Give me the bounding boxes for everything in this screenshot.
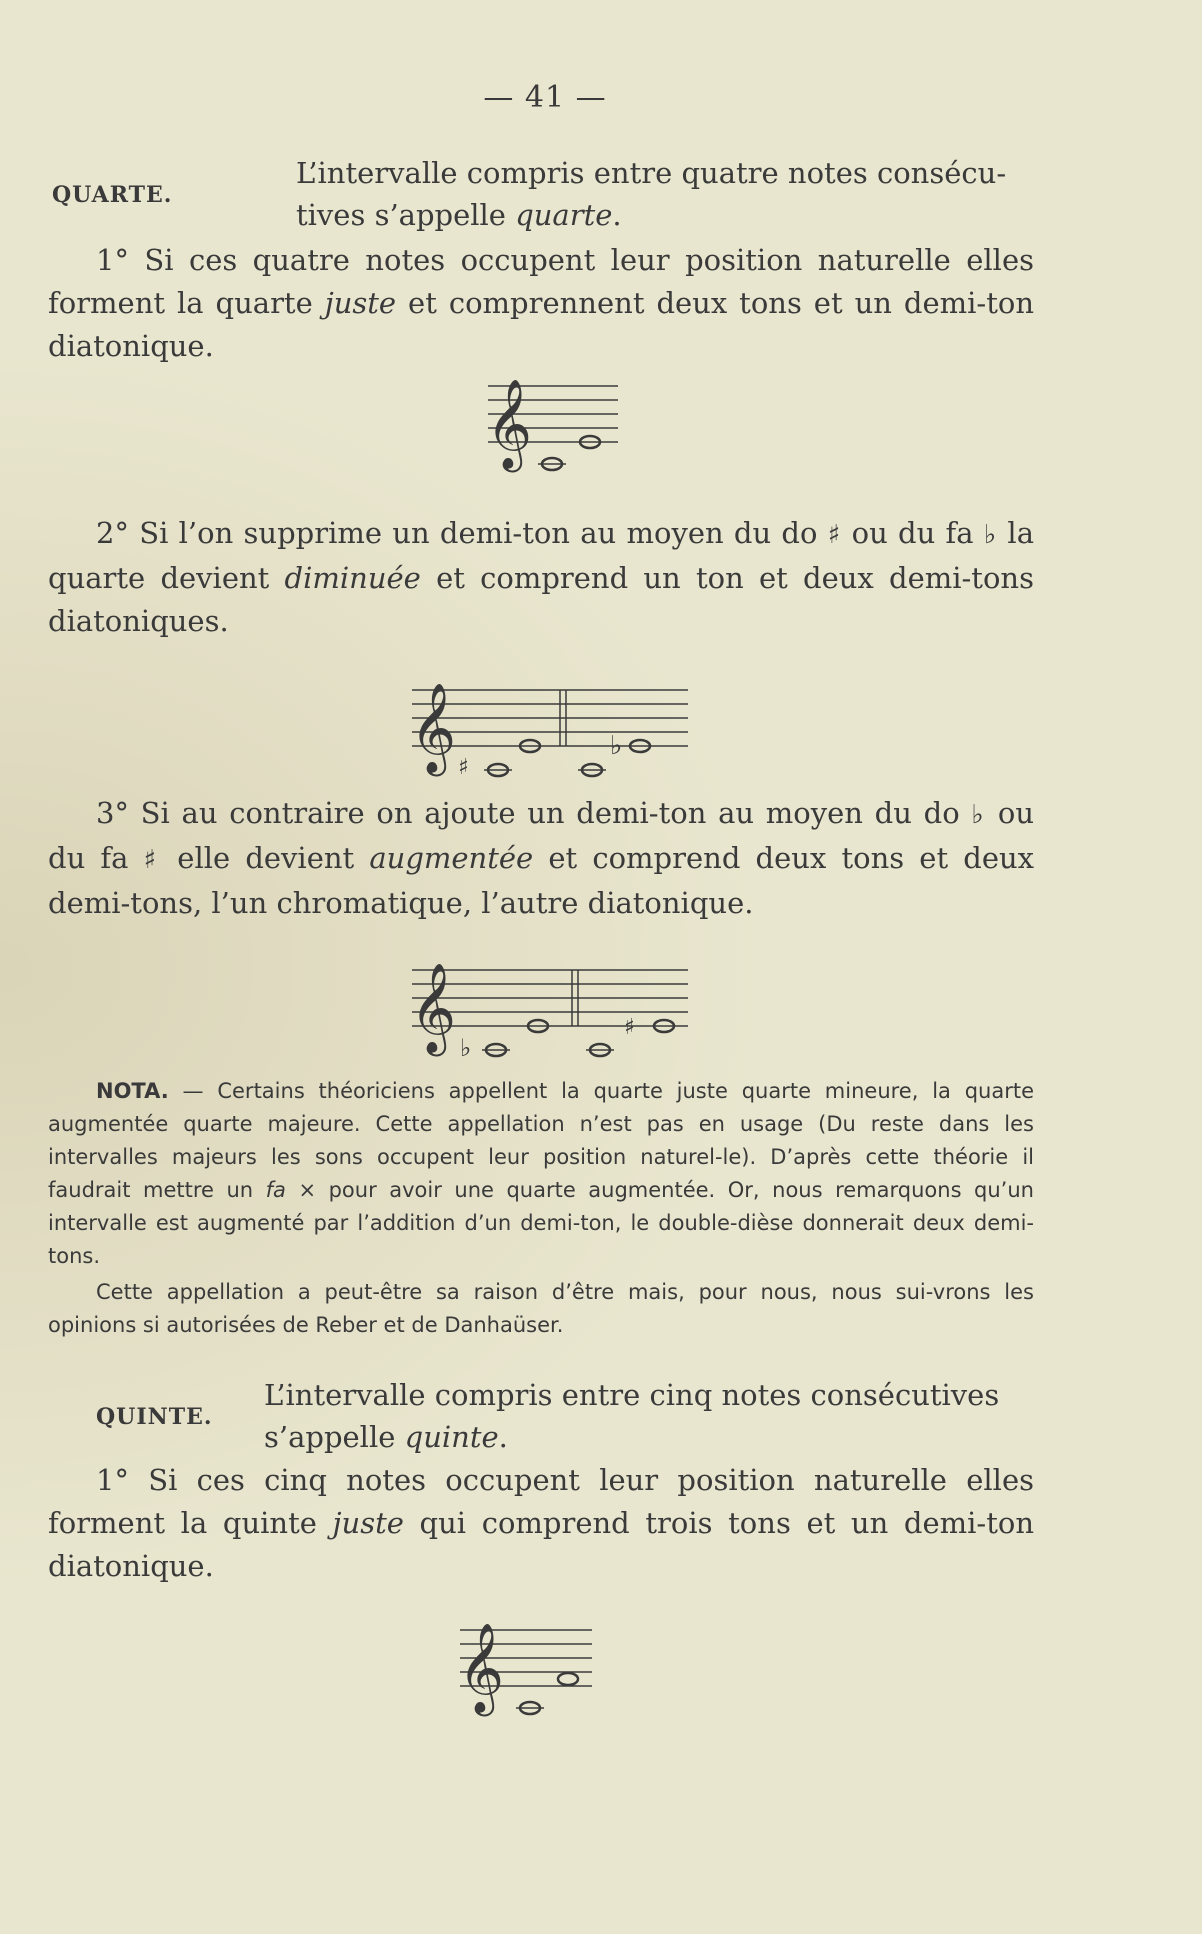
treble-clef-icon: 𝄞 <box>410 683 457 773</box>
flat-icon: ♭ <box>971 800 987 830</box>
quinte-term: quinte <box>404 1420 499 1454</box>
sharp-icon: ♯ <box>827 520 842 550</box>
sharp-icon: ♯ <box>458 755 469 780</box>
section-label-quinte: QUINTE. <box>96 1404 213 1430</box>
quinte-paragraph-1 <box>48 1459 1034 1588</box>
quarte-intro-text: L’intervalle compris entre quatre notes consécu-tives s’appelle <box>296 156 1007 232</box>
nota-term: fa <box>265 1178 286 1202</box>
flat-icon: ♭ <box>983 520 998 550</box>
quinte-p1-text: 1° Si ces cinq notes occupent leur position naturelle elles forment la quinte <box>48 1463 1034 1540</box>
whole-note-icon <box>558 1673 578 1685</box>
quarte-intro-end: . <box>612 198 622 232</box>
treble-clef-icon: 𝄞 <box>410 963 457 1053</box>
quinte-intro <box>264 1374 1040 1458</box>
staff-quarte-juste <box>480 368 630 480</box>
quarte-p2-text-b: ou du fa <box>841 516 984 550</box>
quinte-intro-text: L’intervalle compris entre cinq notes consécutives s’appelle <box>264 1378 1000 1454</box>
page-number: — 41 — <box>483 80 607 115</box>
treble-clef-icon: 𝄞 <box>458 1623 505 1713</box>
staff-quinte-juste <box>452 1612 602 1724</box>
sharp-icon: ♯ <box>624 1015 635 1040</box>
double-sharp-icon: × <box>285 1178 329 1202</box>
nota-paragraph-1 <box>48 1075 1034 1273</box>
quarte-paragraph-2 <box>48 512 1034 643</box>
flat-icon: ♭ <box>460 1034 472 1062</box>
staff-quarte-diminuee <box>408 668 698 780</box>
nota-text: — Certains théoriciens appellent la quarte juste quarte mineure, la quarte augmentée quarte majeure. Cette appellation n’est pas en usage (Du reste dans les intervalles majeurs les sons occupent leur position naturel-le). D’après cette théorie il faudrait mettre un <box>48 1079 1034 1202</box>
quarte-p2-text: 2° Si l’on supprime un demi-ton au moyen du do <box>96 516 828 550</box>
sharp-icon: ♯ <box>143 845 163 875</box>
quarte-p3-text: 3° Si au contraire on ajoute un demi-ton au moyen du do <box>96 796 972 830</box>
quinte-p1-end: qui comprend trois tons et un demi-ton diatonique. <box>48 1506 1035 1583</box>
quarte-p1-term: juste <box>324 286 397 320</box>
nota-text-2: Cette appellation a peut-être sa raison d’être mais, pour nous, nous sui-vrons les opinions si autorisées de Reber et de Danhaüser. <box>48 1280 1034 1337</box>
quarte-paragraph-1 <box>48 239 1034 368</box>
quarte-p2-text-c: la quarte devient <box>48 516 1034 595</box>
quarte-p3-text-b: ou du fa <box>48 796 1035 875</box>
quarte-p2-end: et comprend un ton et deux demi-tons diatoniques. <box>48 561 1034 638</box>
quinte-p1-term: juste <box>332 1506 404 1540</box>
section-label-quarte: QUARTE. <box>52 182 173 208</box>
quarte-p2-term: diminuée <box>284 561 421 595</box>
quarte-p3-end: et comprend deux tons et deux demi-tons, l’un chromatique, l’autre diatonique. <box>48 841 1035 920</box>
nota-paragraph-2 <box>48 1276 1034 1342</box>
quarte-p1-end: et comprennent deux tons et un demi-ton diatonique. <box>48 286 1034 363</box>
quarte-intro <box>296 152 1038 236</box>
quarte-p3-term: augmentée <box>369 841 534 875</box>
quarte-p3-text-c: elle devient <box>162 841 370 875</box>
staff-quarte-augmentee <box>408 952 698 1064</box>
flat-icon: ♭ <box>610 731 623 761</box>
nota-text-end: pour avoir une quarte augmentée. Or, nous remarquons qu’un intervalle est augmenté par l’addition d’un demi-ton, le double-dièse donnerait deux demi-tons. <box>48 1178 1034 1268</box>
treble-clef-icon: 𝄞 <box>486 379 533 469</box>
quarte-term: quarte <box>515 198 613 232</box>
nota-label: NOTA. <box>96 1079 169 1103</box>
quarte-paragraph-3 <box>48 792 1034 925</box>
quinte-intro-end: . <box>498 1420 508 1454</box>
quarte-p1-text: 1° Si ces quatre notes occupent leur position naturelle elles forment la quarte <box>48 243 1034 320</box>
